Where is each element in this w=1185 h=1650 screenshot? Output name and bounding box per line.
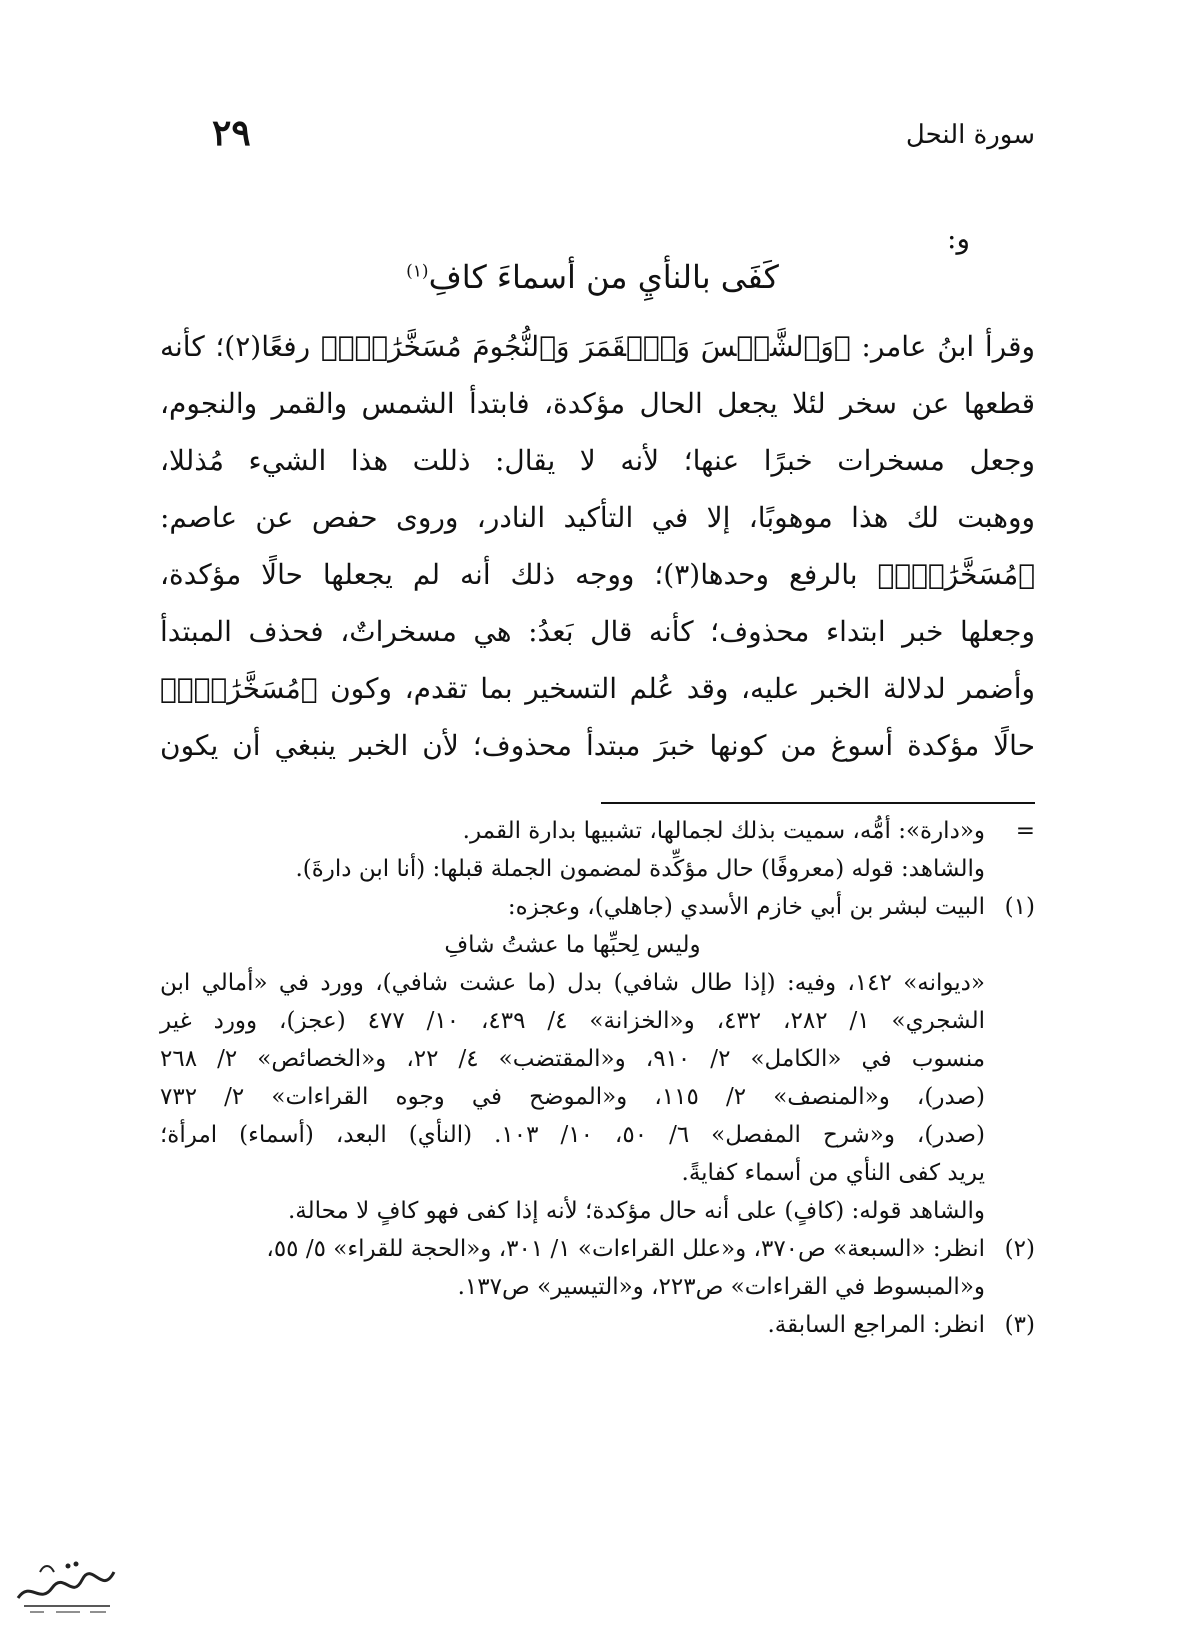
footnote-1 [160,888,1035,926]
body-line: وجعلها خبر ابتداء محذوف؛ كأنه قال بَعدُ: هي مسخراتٌ، فحذف المبتدأ [160,615,1035,648]
footnote-text: انظر: «السبعة» ص٣٧٠، و«علل القراءات» ١/ ٣٠١، و«الحجة للقراء» ٥/ ٥٥، [266,1236,985,1262]
poetry-verse-text: كَفَى بالنأيِ من أسماءَ كافِ [428,258,779,296]
running-header [150,112,1035,168]
footnotes-section [160,812,1035,1344]
body-line: قطعها عن سخر لئلا يجعل الحال مؤكدة، فابتدأ الشمس والقمر والنجوم، [160,387,1035,420]
footnote-text: انظر: المراجع السابقة. [767,1312,985,1338]
chapter-title: سورة النحل [905,120,1035,150]
body-line: ﴿مُسَخَّرَٰتِۭ﴾ بالرفع وحدها(٣)؛ ووجه ذلك أنه لم يجعلها حالًا مؤكدة، [160,558,1035,591]
poetry-verse [150,258,1035,296]
footnote-1-mark: (١) [1004,894,1035,920]
footnote-text: والشاهد قوله: (كافٍ) على أنه حال مؤكدة؛ لأنه إذا كفى فهو كافٍ لا محالة. [288,1198,985,1224]
footnote-text: البيت لبشر بن أبي خازم الأسدي (جاهلي)، وعجزه: [507,894,985,920]
footnote-2 [160,1230,1035,1268]
publisher-watermark-logo [10,1550,120,1620]
footnote-text: (صدر)، و«المنصف» ٢/ ١١٥، و«الموضح في وجوه القراءات» ٢/ ٧٣٢ [160,1084,986,1110]
footnote-text: والشاهد: قوله (معروفًا) حال مؤكِّدة لمضمون الجملة قبلها: (أنا ابن دارةَ). [295,856,985,882]
body-line: وجعل مسخرات خبرًا عنها؛ لأنه لا يقال: ذللت هذا الشيء مُذللا، [160,444,1035,477]
intro-wa: و: [947,222,970,255]
body-line: وأضمر لدلالة الخبر عليه، وقد عُلم التسخير بما تقدم، وكون ﴿مُسَخَّرَٰتِۭ﴾ [160,672,1035,705]
footnote-text: و«دارة»: أمُّه، سميت بذلك لجمالها، تشبيها بدارة القمر. [462,818,985,844]
footnote-text: الشجري» ١/ ٢٨٢، ٤٣٢، و«الخزانة» ٤/ ٤٣٩، ١٠/ ٤٧٧ (عجز)، وورد غير [160,1008,986,1034]
footnote-verse: وليس لِحبِّها ما عشتُ شافِ [444,932,701,958]
footnote-continued [160,812,1035,850]
body-line: ووهبت لك هذا موهوبًا، إلا في التأكيد النادر، وروى حفص عن عاصم: [160,501,1035,534]
footnote-continuation-mark: = [1015,818,1035,844]
footnote-text: «ديوانه» ١٤٢، وفيه: (إذا طال شافي) بدل (ما عشت شافي)، وورد في «أمالي ابن [160,970,985,996]
page-number: ٢٩ [212,112,251,154]
footnote-text: منسوب في «الكامل» ٢/ ٩١٠، و«المقتضب» ٤/ ٢٢، و«الخصائص» ٢/ ٢٦٨ [160,1046,986,1072]
footnote-text: يريد كفى النأي من أسماء كفايةً. [681,1160,985,1186]
footnote-text: (صدر)، و«شرح المفصل» ٦/ ٥٠، ١٠/ ١٠٣. (النأي) البعد، (أسماء) امرأة؛ [160,1122,986,1148]
main-body-text [160,318,1035,774]
footnote-separator [601,802,1035,804]
body-line: وقرأ ابنُ عامر: ﴿وَٱلشَّمۡسَ وَٱلۡقَمَرَ وَٱلنُّجُومَ مُسَخَّرَٰتِۭ﴾ رفعًا(٢)؛ كأنه [160,330,1036,363]
body-line: حالًا مؤكدة أسوغ من كونها خبرَ مبتدأ محذوف؛ لأن الخبر ينبغي أن يكون [160,729,1035,762]
footnote-text: و«المبسوط في القراءات» ص٢٢٣، و«التيسير» ص١٣٧. [457,1274,985,1300]
footnote-2-mark: (٢) [1004,1236,1035,1262]
footnote-ref-1: (١) [406,261,429,282]
footnote-3 [160,1306,1035,1344]
footnote-3-mark: (٣) [1004,1312,1035,1338]
